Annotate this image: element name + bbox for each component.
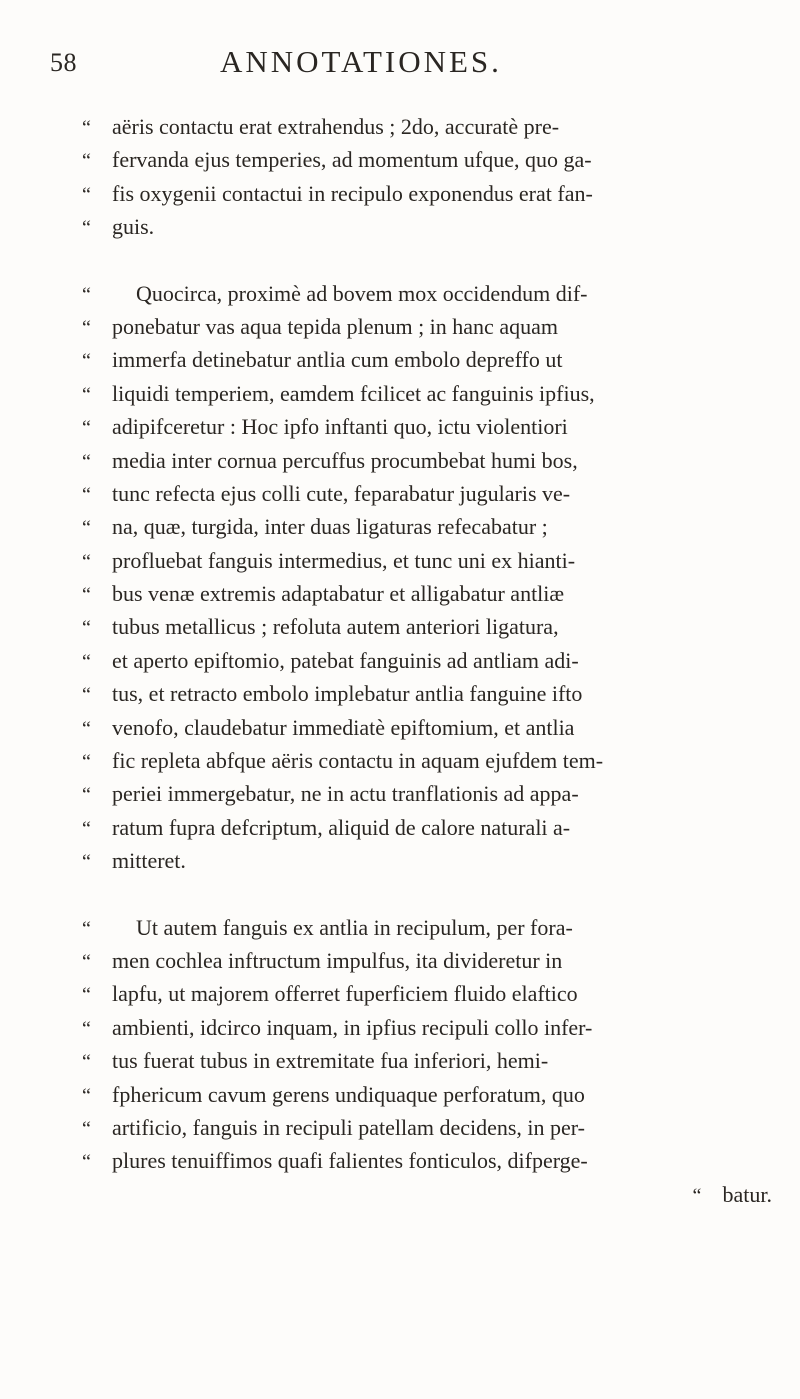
text-line: “ Quocirca, proximè ad bovem mox occidendum dif- bbox=[82, 277, 772, 310]
quote-mark: “ bbox=[82, 150, 91, 173]
quote-mark: “ bbox=[82, 817, 91, 840]
text-line: “ adipifceretur : Hoc ipfo inftanti quo, ictu violentiori bbox=[82, 410, 772, 443]
text-line: “ tus fuerat tubus in extremitate fua inferiori, hemi- bbox=[82, 1044, 772, 1077]
quote-mark: “ bbox=[82, 617, 91, 640]
quote-mark: “ bbox=[82, 450, 91, 473]
quote-mark: “ bbox=[82, 316, 91, 339]
text-line: “ venofo, claudebatur immediatè epiftomium, et antlia bbox=[82, 711, 772, 744]
text-line: “ plures tenuiffimos quafi falientes fonticulos, difperge- bbox=[82, 1144, 772, 1177]
quote-mark: “ bbox=[82, 1151, 91, 1174]
quote-mark: “ bbox=[82, 283, 91, 306]
text-line: “ et aperto epiftomio, patebat fanguinis ad antliam adi- bbox=[82, 644, 772, 677]
quote-mark: “ bbox=[82, 984, 91, 1007]
text-line: “ Ut autem fanguis ex antlia in recipulum, per fora- bbox=[82, 911, 772, 944]
quote-mark: “ bbox=[82, 950, 91, 973]
text-line: “ guis. bbox=[82, 210, 772, 243]
body-text bbox=[82, 110, 772, 1211]
quote-mark: “ bbox=[82, 183, 91, 206]
paragraph-gap bbox=[82, 878, 772, 911]
text-line: “ ratum fupra defcriptum, aliquid de calore naturali a- bbox=[82, 811, 772, 844]
paragraph-2 bbox=[82, 277, 772, 878]
text-line: “ batur. bbox=[82, 1178, 772, 1211]
paragraph-3 bbox=[82, 911, 772, 1212]
quote-mark: “ bbox=[82, 784, 91, 807]
text-line: “ tunc refecta ejus colli cute, feparabatur jugularis ve- bbox=[82, 477, 772, 510]
quote-mark: “ bbox=[82, 1017, 91, 1040]
quote-mark: “ bbox=[82, 483, 91, 506]
text-line: “ bus venæ extremis adaptabatur et alligabatur antliæ bbox=[82, 577, 772, 610]
quote-mark: “ bbox=[82, 1117, 91, 1140]
page-number: 58 bbox=[50, 48, 77, 77]
quote-mark: “ bbox=[82, 383, 91, 406]
quote-mark: “ bbox=[82, 851, 91, 874]
text-line: “ ambienti, idcirco inquam, in ipfius recipuli collo infer- bbox=[82, 1011, 772, 1044]
text-line: “ periei immergebatur, ne in actu tranflationis ad appa- bbox=[82, 777, 772, 810]
quote-mark: “ bbox=[82, 217, 91, 240]
quote-mark: “ bbox=[82, 584, 91, 607]
text-line: “ media inter cornua percuffus procumbebat humi bos, bbox=[82, 444, 772, 477]
quote-mark: “ bbox=[82, 717, 91, 740]
text-line: “ profluebat fanguis intermedius, et tunc uni ex hianti- bbox=[82, 544, 772, 577]
quote-mark: “ bbox=[82, 684, 91, 707]
quote-mark: “ bbox=[82, 517, 91, 540]
text-line: “ tubus metallicus ; refoluta autem anteriori ligatura, bbox=[82, 610, 772, 643]
quote-mark: “ bbox=[82, 1051, 91, 1074]
running-head: ANNOTATIONES. bbox=[220, 44, 502, 79]
paragraph-1 bbox=[82, 110, 772, 244]
text-line: “ immerfa detinebatur antlia cum embolo depreffo ut bbox=[82, 343, 772, 376]
text-line: “ fic repleta abfque aëris contactu in aquam ejufdem tem- bbox=[82, 744, 772, 777]
text-line: “ ponebatur vas aqua tepida plenum ; in hanc aquam bbox=[82, 310, 772, 343]
quote-mark: “ bbox=[82, 117, 91, 139]
quote-mark: “ bbox=[82, 417, 91, 440]
quote-mark: “ bbox=[82, 650, 91, 673]
quote-mark: “ bbox=[82, 917, 91, 940]
quote-mark: “ bbox=[82, 751, 91, 774]
text-line: “ fervanda ejus temperies, ad momentum ufque, quo ga- bbox=[82, 143, 772, 176]
text-line: “ mitteret. bbox=[82, 844, 772, 877]
page-header bbox=[0, 44, 800, 84]
quote-mark: “ bbox=[82, 350, 91, 373]
quote-mark: “ bbox=[692, 1184, 702, 1207]
text-line: “ fphericum cavum gerens undiquaque perforatum, quo bbox=[82, 1078, 772, 1111]
text-line: “ na, quæ, turgida, inter duas ligaturas refecabatur ; bbox=[82, 510, 772, 543]
text-line: “ men cochlea inftructum impulfus, ita divideretur in bbox=[82, 944, 772, 977]
paragraph-gap bbox=[82, 244, 772, 277]
text-line: “ artificio, fanguis in recipuli patellam decidens, in per- bbox=[82, 1111, 772, 1144]
text-line: “ liquidi temperiem, eamdem fcilicet ac fanguinis ipfius, bbox=[82, 377, 772, 410]
text-line: “ tus, et retracto embolo implebatur antlia fanguine ifto bbox=[82, 677, 772, 710]
quote-mark: “ bbox=[82, 550, 91, 573]
text-line: “ lapfu, ut majorem offerret fuperficiem fluido elaftico bbox=[82, 977, 772, 1010]
quote-mark: “ bbox=[82, 1084, 91, 1107]
text-line: “ aëris contactu erat extrahendus ; 2do, accuratè pre- bbox=[82, 110, 772, 143]
text-line: “ fis oxygenii contactui in recipulo exponendus erat fan- bbox=[82, 177, 772, 210]
